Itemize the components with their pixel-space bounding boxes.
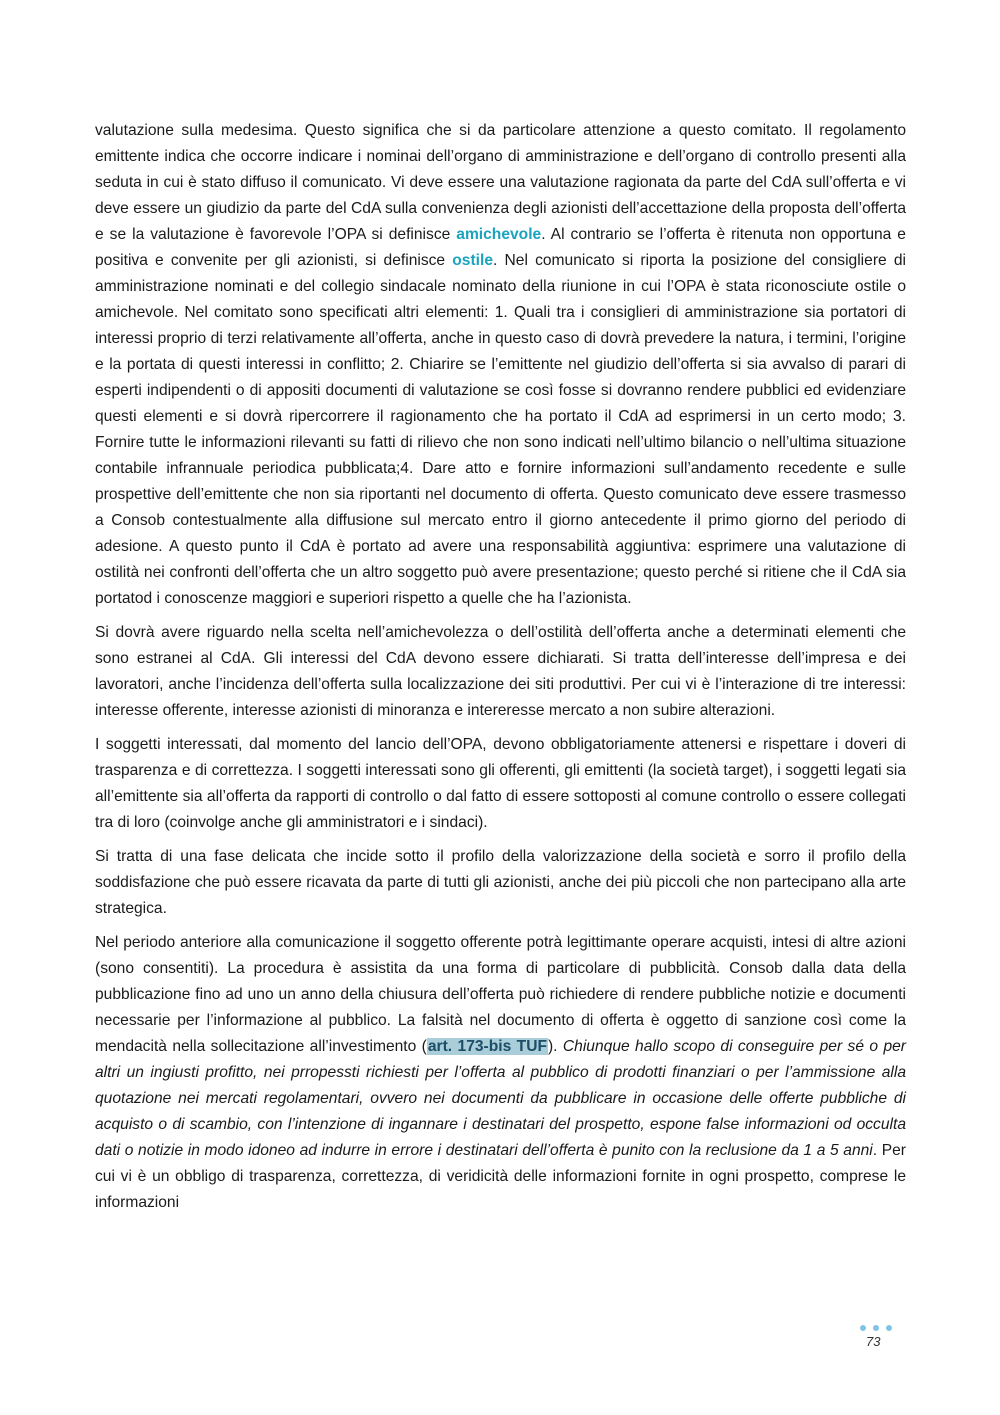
paragraph-5	[95, 930, 906, 1216]
footer-dots-decoration	[860, 1325, 900, 1333]
paragraph-5-text-a: Nel periodo anteriore alla comunicazione il soggetto offerente potrà legittimante operare acquisti, intesi di altre azioni (sono consentiti). La procedura è assistita da una forma di particolare di pubblicità. Consob dalla data della pubblicazione fino ad uno un anno della chiusura dell’offerta può richiedere di rendere pubbliche notizie e documenti necessarie per l’informazione al pubblico. La falsità nel documento di offerta è oggetto di sanzione così come la mendacità nella sollecitazione all’investimento (	[95, 934, 906, 1055]
paragraph-3: I soggetti interessati, dal momento del lancio dell’OPA, devono obbligatoriamente attenersi e rispettare i doveri di trasparenza e di correttezza. I soggetti interessati sono gli offerenti, gli emittenti (la società target), i soggetti legati sia all’emittente sia all’offerta da rapporti di controllo o dal fatto di essere sottoposti al comune controllo o essere collegati tra di loro (coinvolge anche gli amministratori e i sindaci).	[95, 736, 906, 831]
paragraph-4: Si tratta di una fase delicata che incide sotto il profilo della valorizzazione della società e sorro il profilo della soddisfazione che può essere ricavata da parte di tutti gli azionisti, anche dei più piccoli che non partecipano alla arte strategica.	[95, 848, 906, 917]
paragraph-2: Si dovrà avere riguardo nella scelta nell’amichevolezza o dell’ostilità dell’offerta anche a determinati elementi che sono estranei al CdA. Gli interessi del CdA devono essere dichiarati. Si tratta dell’interesse dell’impresa e dei lavoratori, anche l’incidenza dell’offerta sulla localizzazione dei siti produttivi. Per cui vi è l’interazione di tre interessi: interesse offerente, interesse azionisti di minoranza e intereresse mercato a non subire alterazioni.	[95, 624, 906, 719]
highlight-ostile: ostile	[452, 252, 494, 269]
paragraph-1-text-c: . Nel comunicato si riporta la posizione del consigliere di amministrazione nominati e del collegio sindacale nominato della riunione in cui l’OPA è stata riconosciute ostile o amichevole. Nel comitato sono specificati altri elementi: 1. Quali tra i consiglieri di amministrazione sia portatori di interessi proprio di terzi relativamente all’offerta, anche in questo caso di dovrà prevedere la natura, i termini, l’origine e la portata di questi interessi in conflitto; 2. Chiarire se l’emittente nel giudizio dell’offerta si sia avvalso di parari di esperti indipendenti o di appositi documenti di valutazione se così fosse si dovranno rendere pubblici ed evidenziare questi elementi e si dovrà ripercorrere il ragionamento che ha portato il CdA ad esprimersi in un certo modo; 3. Fornire tutte le informazioni rilevanti su fatti di rilievo che non sono indicati nell’ultimo bilancio o nell’ultima situazione contabile infrannuale periodica pubblicata;4. Dare atto e fornire informazioni sull’andamento recedente e sulle prospettive dell’emittente che non sia riportanti nel documento di offerta. Questo comunicato deve essere trasmesso a Consob contestualmente alla diffusione sul mercato entro il giorno antecedente il primo giorno del periodo di adesione. A questo punto il CdA è portato ad avere una responsabilità aggiuntiva: esprimere una valutazione di ostilità nei confronti dell’offerta che un altro soggetto può avere presentazione; questo perché si ritiene che il CdA sia portatod i conoscenze maggiori e superiori rispetto a quelle che ha l’azionista.	[95, 252, 906, 607]
paragraph-5-text-b: ).	[547, 1038, 563, 1055]
dot-icon	[860, 1325, 866, 1331]
page-number: 73	[866, 1334, 881, 1349]
paragraph-5-text-c: . Per cui vi è un obbligo di trasparenza, correttezza, di veridicità delle informazioni fornite in ogni prospetto, comprese le informazioni	[95, 1142, 906, 1211]
dot-icon	[873, 1325, 879, 1331]
law-reference: art. 173-bis TUF	[427, 1038, 547, 1055]
highlight-amichevole: amichevole	[456, 226, 542, 243]
paragraph-1-text-b: . Al contrario se l’offerta è ritenuta non opportuna e positiva e convenite per gli azionisti, si definisce	[95, 226, 906, 269]
document-body	[95, 118, 906, 1224]
paragraph-1	[95, 118, 906, 612]
law-quotation: Chiunque hallo scopo di conseguire per sé o per altri un ingiusti profitto, nei prropessti richiesti per l’offerta al pubblico di prodotti finanziari o per l’ammissione alla quotazione nei mercati regolamentari, ovvero nei documenti da pubblicare in occasione delle offerte pubbliche di acquisto o di scambio, con l’intenzione di ingannare i destinatari del prospetto, espone false informazioni od occulta dati o notizie in modo idoneo ad indurre in errore i destinatari dell’offerta è punito con la reclusione da 1 a 5 anni	[95, 1038, 906, 1159]
dot-icon	[886, 1325, 892, 1331]
paragraph-1-text-a: valutazione sulla medesima. Questo significa che si da particolare attenzione a questo comitato. Il regolamento emittente indica che occorre indicare i nominai dell’organo di amministrazione e dell’organo di controllo presenti alla seduta in cui è stato diffuso il comunicato. Vi deve essere una valutazione ragionata da parte del CdA sull’offerta e vi deve essere un giudizio da parte del CdA sulla convenienza degli azionisti dell’accettazione della proposta dell’offerta e se la valutazione è favorevole l’OPA si definisce	[95, 122, 906, 243]
